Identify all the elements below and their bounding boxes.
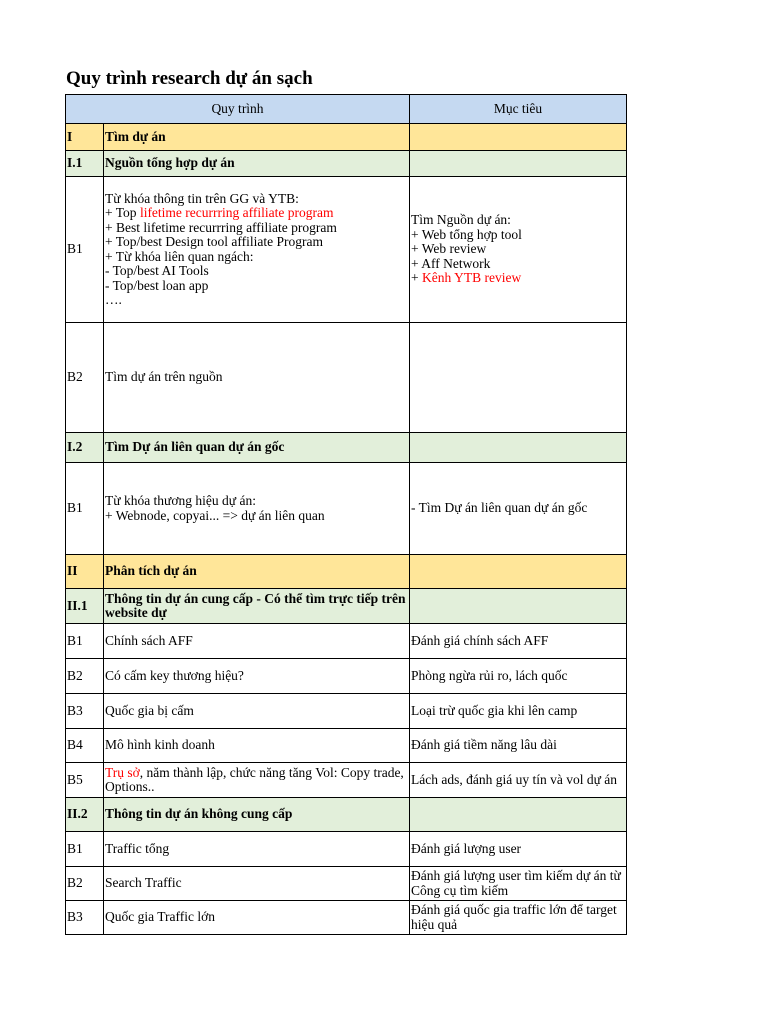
subsection-code: I.1 xyxy=(66,151,104,177)
subsection-row xyxy=(66,433,627,463)
process-line: - Top/best AI Tools xyxy=(105,263,209,278)
step-code: B1 xyxy=(66,463,104,555)
section-goal xyxy=(410,124,627,151)
step-code: B1 xyxy=(66,832,104,867)
subsection-label: Tìm Dự án liên quan dự án gốc xyxy=(104,433,410,463)
table-row xyxy=(66,659,627,694)
subsection-label: Nguồn tổng hợp dự án xyxy=(104,151,410,177)
step-code: B2 xyxy=(66,323,104,433)
process-line: + Top lifetime recurrring affiliate program xyxy=(105,205,334,220)
step-goal xyxy=(410,177,627,323)
table-row xyxy=(66,694,627,729)
header-process: Quy trình xyxy=(66,95,410,124)
process-line: Từ khóa thương hiệu dự án: xyxy=(105,493,256,508)
subsection-goal xyxy=(410,798,627,832)
step-code: B3 xyxy=(66,901,104,935)
process-line: Từ khóa thông tin trên GG và YTB: xyxy=(105,190,299,206)
step-process: Trụ sở, năm thành lập, chức năng tăng Vol: Copy trade, Options.. xyxy=(104,763,410,798)
step-goal: Đánh giá tiềm năng lâu dài xyxy=(410,729,627,763)
step-code: B2 xyxy=(66,659,104,694)
step-code: B4 xyxy=(66,729,104,763)
subsection-label: Thông tin dự án cung cấp - Có thể tìm trực tiếp trên website dự xyxy=(104,589,410,624)
step-process xyxy=(104,177,410,323)
section-code: I xyxy=(66,124,104,151)
process-line: …. xyxy=(105,292,122,307)
section-code: II xyxy=(66,555,104,589)
subsection-row xyxy=(66,589,627,624)
step-goal: Phòng ngừa rủi ro, lách quốc xyxy=(410,659,627,694)
subsection-goal xyxy=(410,589,627,624)
research-table xyxy=(65,94,627,935)
goal-line: + Kênh YTB review xyxy=(411,270,522,286)
step-goal: Đánh giá lượng user tìm kiếm dự án từ Công cụ tìm kiếm xyxy=(410,867,627,901)
highlight-text: lifetime recurrring affiliate program xyxy=(139,205,334,220)
step-goal: Đánh giá lượng user xyxy=(410,832,627,867)
goal-line: Tìm Nguồn dự án: xyxy=(411,212,511,228)
step-goal: Đánh giá quốc gia traffic lớn để target hiệu quả xyxy=(410,901,627,935)
table-row xyxy=(66,763,627,798)
subsection-label: Thông tin dự án không cung cấp xyxy=(104,798,410,832)
table-row xyxy=(66,832,627,867)
process-line: + Top/best Design tool affiliate Program xyxy=(105,234,324,249)
step-process: Traffic tổng xyxy=(104,832,410,867)
step-goal xyxy=(410,323,627,433)
goal-line: + Aff Network xyxy=(411,255,491,271)
step-code: B5 xyxy=(66,763,104,798)
section-label: Phân tích dự án xyxy=(104,555,410,589)
subsection-goal xyxy=(410,151,627,177)
subsection-goal xyxy=(410,433,627,463)
step-process: Chính sách AFF xyxy=(104,624,410,659)
subsection-row xyxy=(66,151,627,177)
step-process xyxy=(104,463,410,555)
section-row xyxy=(66,124,627,151)
page-title: Quy trình research dự án sạch xyxy=(66,68,313,89)
table-row xyxy=(66,323,627,433)
table-row xyxy=(66,624,627,659)
section-row xyxy=(66,555,627,589)
goal-line: + Web tổng hợp tool xyxy=(411,226,522,242)
process-line: + Từ khóa liên quan ngách: xyxy=(105,248,254,264)
process-line: + Best lifetime recurrring affiliate program xyxy=(105,219,337,235)
process-line: + Webnode, copyai... => dự án liên quan xyxy=(105,507,325,523)
table-row xyxy=(66,867,627,901)
step-goal: Đánh giá chính sách AFF xyxy=(410,624,627,659)
step-goal: - Tìm Dự án liên quan dự án gốc xyxy=(410,463,627,555)
subsection-code: II.1 xyxy=(66,589,104,624)
step-code: B2 xyxy=(66,867,104,901)
step-process: Mô hình kinh doanh xyxy=(104,729,410,763)
section-goal xyxy=(410,555,627,589)
step-goal: Lách ads, đánh giá uy tín và vol dự án xyxy=(410,763,627,798)
subsection-code: II.2 xyxy=(66,798,104,832)
step-process: Quốc gia bị cấm xyxy=(104,694,410,729)
table-row xyxy=(66,463,627,555)
step-code: B1 xyxy=(66,624,104,659)
table-row xyxy=(66,729,627,763)
table-row xyxy=(66,901,627,935)
step-process: Có cấm key thương hiệu? xyxy=(104,659,410,694)
process-line: - Top/best loan app xyxy=(105,277,209,293)
step-code: B1 xyxy=(66,177,104,323)
highlight-text: Trụ sở xyxy=(105,764,140,780)
step-code: B3 xyxy=(66,694,104,729)
step-process: Search Traffic xyxy=(104,867,410,901)
step-goal: Loại trừ quốc gia khi lên camp xyxy=(410,694,627,729)
step-process: Tìm dự án trên nguồn xyxy=(104,323,410,433)
header-row xyxy=(66,95,627,124)
section-label: Tìm dự án xyxy=(104,124,410,151)
subsection-code: I.2 xyxy=(66,433,104,463)
step-process: Quốc gia Traffic lớn xyxy=(104,901,410,935)
header-goal: Mục tiêu xyxy=(410,95,627,124)
highlight-text: Kênh YTB review xyxy=(422,270,522,286)
subsection-row xyxy=(66,798,627,832)
table-row xyxy=(66,177,627,323)
goal-line: + Web review xyxy=(411,241,487,257)
